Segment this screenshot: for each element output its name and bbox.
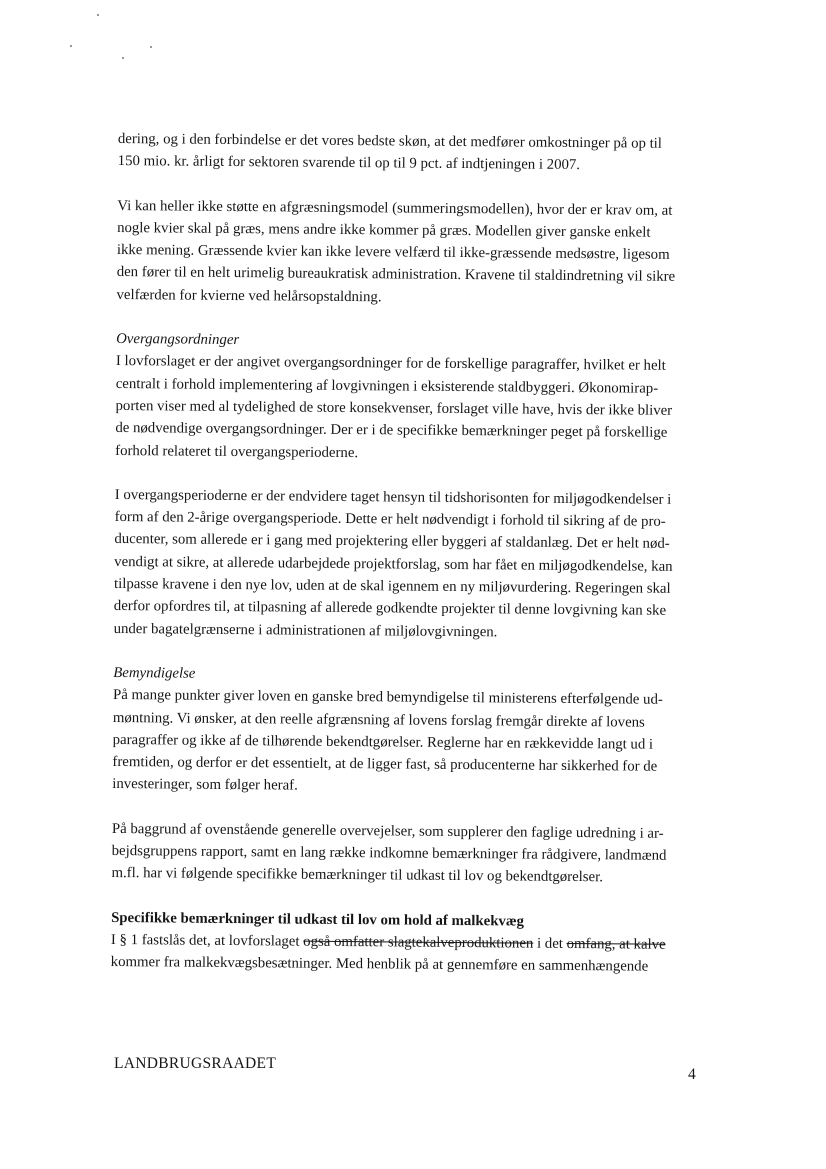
footer-organization: LANDBRUGSRAADET: [114, 1055, 277, 1072]
paragraph-intro: [118, 128, 710, 178]
text-segment: i det: [533, 935, 567, 952]
document-body: [111, 128, 710, 979]
scan-speck: [70, 45, 72, 47]
text-line: forhold relateret til overgangsperioderne.: [115, 442, 359, 461]
text-line: derfor opfordres til, at tilpasning af allerede godkendte projekter til denne lovgivning kan ske: [113, 598, 667, 620]
section-heading-specifikke: Specifikke bemærkninger til udkast til lov om hold af malkekvæg: [111, 909, 525, 930]
text-line: I lovforslaget er der angivet overgangsordninger for de forskellige paragraffer, hvilket er helt: [115, 353, 666, 375]
text-line: ikke mening. Græssende kvier kan ikke levere velfærd til ikke-græssende medsøstre, ligesom: [116, 242, 670, 264]
text-line: vendigt at sikre, at allerede udarbejdede projektforslag, som har fået en miljøgodkendelse, kan: [114, 553, 673, 575]
text-line: nogle kvier skal på græs, mens andre ikke kommer på græs. Modellen giver ganske enkelt: [117, 219, 651, 241]
text-line: kommer fra malkekvægsbesætninger. Med henblik på at gennemføre en sammenhængende: [110, 954, 649, 975]
text-line: velfærden for kvierne ved helårsopstaldning.: [116, 286, 382, 306]
text-line: porten viser med al tydelighed de store konsekvenser, forslaget ville have, hvis der ikke bliver: [115, 397, 673, 419]
text-segment: I § 1 fastslås det, at lovforslaget: [110, 931, 304, 950]
text-line: fremtiden, og derfor er det essentielt, at de ligger fast, så producenterne har sikkerhed for de: [112, 754, 658, 775]
text-line: investeringer, som følger heraf.: [112, 776, 298, 795]
struck-text: omfang, at kalve: [566, 935, 666, 953]
text-line: bejdsgruppens rapport, samt en lang række indkomne bemærkninger fra rådgivere, landmænd: [111, 842, 667, 864]
text-line: ducenter, som allerede er i gang med projektering eller byggeri af staldanlæg. Det er helt nød-: [114, 531, 670, 553]
paragraph-overgang-2: [114, 484, 707, 645]
text-line: På mange punkter giver loven en ganske bred bemyndigelse til ministerens efterfølgende ud-: [112, 687, 663, 709]
page-number: 4: [688, 1066, 696, 1083]
section-heading-overgangsordninger: Overgangsordninger: [116, 331, 240, 349]
text-line: den fører til en helt urimelig bureaukratisk administration. Kravene til staldindretning vil sikre: [116, 264, 676, 286]
text-line: På baggrund af ovenstående generelle overvejelser, som supplerer den faglige udredning i ar-: [111, 820, 664, 842]
text-line: centralt i forhold implementering af lovgivningen i eksisterende staldbyggeri. Økonomirap-: [115, 375, 659, 397]
paragraph-afgraesning: [116, 195, 709, 312]
text-line: de nødvendige overgangsordninger. Der er i de specifikke bemærkninger peget på forskellige: [115, 420, 668, 442]
scan-speck: [97, 14, 99, 16]
text-line: form af den 2-årige overgangsperiode. Dette er helt nødvendigt i forhold til sikring af de pro-: [114, 509, 666, 530]
paragraph-overgang-1: [115, 350, 708, 467]
paragraph-baggrund: [111, 818, 704, 890]
text-line: paragraffer og ikke af de tilhørende bekendtgørelser. Reglerne har en rækkevidde langt ud i: [112, 731, 654, 753]
paragraph-specifikke: [111, 929, 703, 979]
struck-text: også omfatter slagtekalveproduktionen: [303, 933, 534, 952]
scan-speck: [150, 46, 152, 48]
text-line: 150 mio. kr. årligt for sektoren svarende til op til 9 pct. af indtjeningen i 2007.: [117, 153, 581, 174]
text-line: dering, og i den forbindelse er det vores bedste skøn, at det medfører omkostninger på op til: [117, 130, 663, 152]
text-line: Vi kan heller ikke støtte en afgræsningsmodel (summeringsmodellen), hvor der er krav om, at: [117, 197, 673, 219]
text-line: I overgangsperioderne er der endvidere taget hensyn til tidshorisonten for miljøgodkendelser i: [114, 486, 672, 508]
text-line: tilpasse kravene i den nye lov, uden at de skal igennem en ny miljøvurdering. Regeringen skal: [113, 576, 671, 597]
paragraph-bemyndigelse: [112, 684, 705, 801]
scan-speck: [122, 57, 124, 59]
text-line: under bagatelgrænserne i administrationen af miljølovgivningen.: [113, 620, 498, 640]
section-heading-bemyndigelse: Bemyndigelse: [113, 664, 196, 682]
text-line: møntning. Vi ønsker, at den reelle afgrænsning af lovens forslag fremgår direkte af lovens: [112, 709, 645, 731]
text-line: m.fl. har vi følgende specifikke bemærkninger til udkast til lov og bekendtgørelser.: [111, 865, 604, 886]
